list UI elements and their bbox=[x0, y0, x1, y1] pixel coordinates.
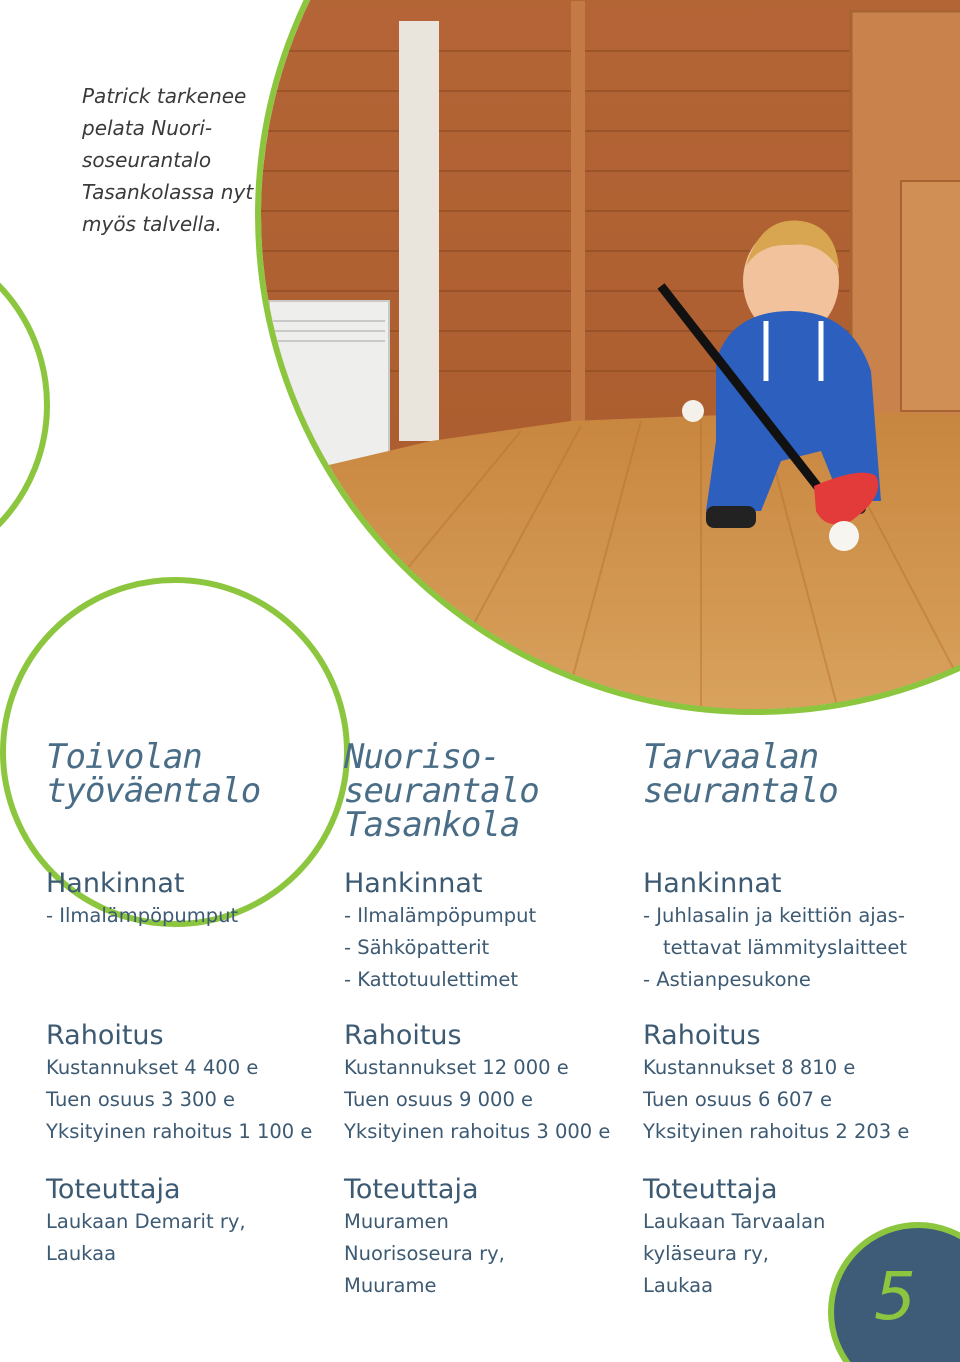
section-heading: Hankinnat bbox=[46, 868, 185, 899]
title-line: Tarvaalan bbox=[643, 737, 819, 777]
caption-line: soseurantalo bbox=[82, 148, 212, 172]
list-item: Kustannukset 8 810 e bbox=[643, 1056, 856, 1079]
list-item: Nuorisoseura ry, bbox=[344, 1242, 505, 1265]
caption-line: myös talvella. bbox=[82, 212, 222, 236]
caption-line: Tasankolassa nyt bbox=[82, 180, 254, 204]
section-heading: Rahoitus bbox=[46, 1020, 164, 1051]
title-line: seurantalo bbox=[643, 771, 838, 811]
section-heading: Rahoitus bbox=[344, 1020, 462, 1051]
column-title bbox=[46, 737, 346, 811]
list-item: - Astianpesukone bbox=[643, 968, 811, 991]
column-tasankola bbox=[344, 737, 644, 1297]
section-hankinnat bbox=[344, 868, 664, 996]
column-title bbox=[643, 737, 943, 811]
section-heading: Toteuttaja bbox=[643, 1174, 778, 1205]
list-item: - Juhlasalin ja keittiön ajas- bbox=[643, 904, 905, 927]
list-item: - Kattotuulettimet bbox=[344, 968, 518, 991]
list-item: Yksityinen rahoitus 1 100 e bbox=[46, 1120, 313, 1143]
list-item: Tuen osuus 9 000 e bbox=[344, 1088, 534, 1111]
list-item: Muuramen bbox=[344, 1210, 449, 1233]
list-item: Kustannukset 4 400 e bbox=[46, 1056, 259, 1079]
title-line: työväentalo bbox=[46, 771, 261, 811]
photo-circle bbox=[255, 0, 960, 715]
list-item: Laukaan Demarit ry, bbox=[46, 1210, 246, 1233]
photo-caption bbox=[82, 80, 282, 240]
column-tarvaala bbox=[643, 737, 943, 1297]
section-hankinnat bbox=[46, 868, 366, 932]
list-item: - Ilmalämpöpumput bbox=[46, 904, 239, 927]
title-line: Toivolan bbox=[46, 737, 202, 777]
caption-line: Patrick tarkenee bbox=[82, 84, 247, 108]
list-item: tettavat lämmityslaitteet bbox=[663, 936, 908, 959]
list-item: - Ilmalämpöpumput bbox=[344, 904, 537, 927]
section-heading: Hankinnat bbox=[643, 868, 782, 899]
decorative-ring-left bbox=[0, 230, 50, 580]
list-item: Laukaan Tarvaalan bbox=[643, 1210, 826, 1233]
title-line: seurantalo bbox=[344, 771, 539, 811]
list-item: Laukaa bbox=[46, 1242, 117, 1265]
title-line: Nuoriso- bbox=[344, 737, 500, 777]
section-heading: Hankinnat bbox=[344, 868, 483, 899]
section-heading: Rahoitus bbox=[643, 1020, 761, 1051]
list-item: Tuen osuus 3 300 e bbox=[46, 1088, 236, 1111]
section-rahoitus bbox=[344, 1020, 664, 1148]
column-toivola bbox=[46, 737, 346, 1265]
page-number: 5 bbox=[874, 1258, 916, 1335]
title-line: Tasankola bbox=[344, 805, 520, 845]
list-item: Tuen osuus 6 607 e bbox=[643, 1088, 833, 1111]
section-rahoitus bbox=[643, 1020, 960, 1148]
list-item: kyläseura ry, bbox=[643, 1242, 769, 1265]
section-toteuttaja bbox=[344, 1174, 664, 1302]
list-item: - Sähköpatterit bbox=[344, 936, 490, 959]
section-heading: Toteuttaja bbox=[344, 1174, 479, 1205]
list-item: Laukaa bbox=[643, 1274, 714, 1297]
list-item: Muurame bbox=[344, 1274, 437, 1297]
list-item: Yksityinen rahoitus 3 000 e bbox=[344, 1120, 611, 1143]
list-item: Kustannukset 12 000 e bbox=[344, 1056, 569, 1079]
caption-line: pelata Nuori- bbox=[82, 116, 213, 140]
photo-child-floorball bbox=[261, 0, 960, 715]
section-toteuttaja bbox=[46, 1174, 366, 1270]
column-title bbox=[344, 737, 644, 845]
section-heading: Toteuttaja bbox=[46, 1174, 181, 1205]
section-hankinnat bbox=[643, 868, 960, 996]
list-item: Yksityinen rahoitus 2 203 e bbox=[643, 1120, 910, 1143]
section-rahoitus bbox=[46, 1020, 366, 1148]
